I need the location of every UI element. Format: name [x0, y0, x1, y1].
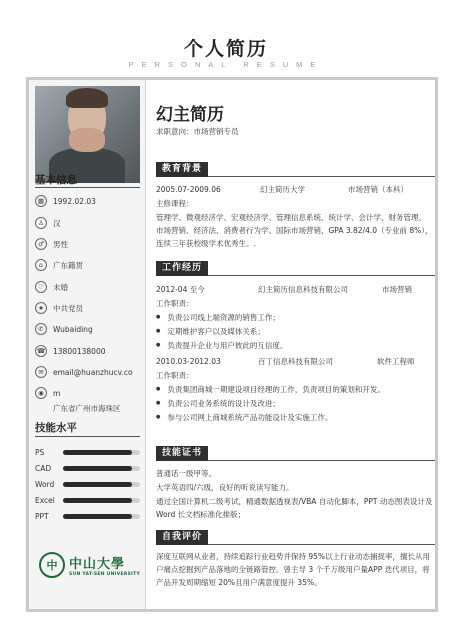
university-logo [39, 548, 143, 582]
info-wechat [35, 321, 93, 337]
duty-item: ● 负责公司业务系统的设计及改进； [156, 397, 280, 410]
skill-name: Excel [35, 495, 55, 505]
skill-bar [63, 450, 140, 455]
skill-row [35, 493, 145, 507]
email-icon: ✉ [35, 366, 47, 378]
skill-fill [63, 466, 132, 471]
info-text: 13800138000 [53, 346, 106, 356]
duty-item: ● 参与公司网上商城系统产品功能设计及实施工作。 [156, 411, 332, 424]
info-gender [35, 236, 68, 252]
job-company: 幻主简历信息科技有限公司 [258, 285, 348, 294]
info-marital [35, 279, 68, 295]
info-text: 汉 [53, 218, 61, 228]
info-location [35, 385, 60, 401]
skill-name: PPT [35, 511, 49, 521]
skill-row [35, 445, 145, 459]
party-icon: ★ [35, 302, 47, 314]
skill-fill [63, 498, 132, 503]
gender-icon: ♂ [35, 238, 47, 250]
duty-item: ● 负责集团商城一期建设项目经理的工作，负责项目的策划和开发。 [156, 383, 385, 396]
location-icon: ◉ [35, 387, 47, 399]
basic-info-title: 基本信息 [35, 174, 77, 186]
divider [35, 436, 140, 437]
skill-row [35, 477, 145, 491]
skill-name: Word [35, 479, 55, 489]
duty-label: 工作职责： [156, 371, 194, 380]
skill-bar [63, 482, 140, 487]
resume-frame [26, 77, 438, 612]
logo-en: SUN YAT-SEN UNIVERSITY [69, 572, 141, 577]
duty-item: ● 定期维护客户以及媒体关系； [156, 325, 265, 338]
skill-fill [63, 482, 132, 487]
page-title: 个人简历 [183, 38, 268, 60]
skill-name: PS [35, 447, 45, 457]
skill-fill [63, 450, 132, 455]
duty-label: 工作职责： [156, 299, 194, 308]
work-header [156, 262, 435, 276]
skill-name: CAD [35, 463, 52, 473]
edu-period: 2005.07-2009.06 [156, 185, 221, 194]
section-tag: 自我评价 [156, 530, 208, 545]
info-email [35, 364, 133, 380]
candidate-name: 幻主简历 [156, 105, 224, 125]
main-content [149, 80, 435, 609]
section-tag: 技能证书 [156, 446, 208, 461]
info-text: 广东籍贯 [53, 260, 83, 270]
self-eval-header [156, 531, 435, 545]
courses-text: 管理学、微观经济学、宏观经济学、管理信息系统、统计学、会计学、财务管理、市场营销、经济法、消费者行为学、国际市场营销，GPA 3.82/4.0（专业前 8%），连续三年获校级学术优秀生。. [156, 213, 433, 248]
info-text: 中共党员 [53, 303, 83, 313]
info-ethnicity [35, 215, 61, 231]
duty-item: ● 负责提升企业与用户彼此的互信度。 [156, 339, 287, 352]
phone-icon: ☎ [35, 345, 47, 357]
logo-cn: 中山大學 [69, 557, 126, 572]
info-text: 未婚 [53, 282, 68, 292]
info-text: Wubaiding [53, 324, 93, 334]
skill-bar [63, 514, 140, 519]
cert-line: 普通话一级甲等。 [156, 469, 216, 478]
edu-major: 市场营销（本科） [348, 185, 408, 194]
info-origin [35, 257, 83, 273]
education-header [156, 163, 435, 177]
skill-fill [63, 514, 132, 519]
job-role: 软件工程师 [377, 357, 415, 366]
info-birthday [35, 193, 96, 209]
info-phone [35, 343, 106, 359]
university-seal-icon: 中 [39, 552, 65, 578]
info-text: m [53, 388, 61, 398]
skill-row [35, 509, 145, 523]
profile-photo [35, 86, 140, 183]
page-subtitle: PERSONAL RESUME [128, 60, 324, 69]
info-text: 男性 [53, 239, 68, 249]
job-intent: 求职意向：市场营销专员 [156, 127, 239, 136]
duty-item: ● 负责公司线上端资源的销售工作； [156, 311, 280, 324]
wechat-icon: ✆ [35, 323, 47, 335]
education-row [156, 183, 433, 196]
heart-icon: ♡ [35, 281, 47, 293]
skill-row [35, 461, 145, 475]
info-party [35, 300, 83, 316]
info-text: 1992.02.03 [53, 196, 96, 206]
cert-line: 大学英语四/六级，良好的听说读写能力。 [156, 483, 294, 492]
section-tag: 工作经历 [156, 261, 208, 276]
section-tag: 教育背景 [156, 162, 208, 177]
home-icon: ⌂ [35, 259, 47, 271]
job-period: 2012-04 至今 [156, 285, 205, 294]
skill-bar [63, 466, 140, 471]
divider [35, 187, 140, 188]
job-role: 市场营销 [382, 285, 412, 294]
sidebar [29, 80, 146, 609]
cert-line: 通过全国计算机二级考试，精通数据透视表/VBA 自动化脚本，PPT 动态图表设计及 Word 长文档标准化排版； [156, 497, 433, 519]
skills-title: 技能水平 [35, 422, 77, 434]
job-row [156, 355, 433, 368]
courses-label: 主修课程： [156, 199, 194, 208]
job-company: 百丁信息科技有限公司 [258, 357, 333, 366]
self-eval-text: 深度互联网从业者，持续追踪行业趋势并保持 95%以上行业动态捕捉率，擅长从用户痛点挖掘到产品落地的全链路管控。曾主导 3 个千万级用户量APP 迭代项目，将产品开发周期缩短 20%且用户满意度提升 35%。 [156, 552, 431, 587]
skill-bar [63, 498, 140, 503]
certs-header [156, 447, 435, 461]
edu-school: 幻主简历大学 [260, 185, 305, 194]
ethnicity-icon: ♙ [35, 217, 47, 229]
address-text: 广东省广州市海珠区 [53, 404, 121, 413]
info-text: email@huanzhucv.co [53, 367, 133, 377]
calendar-icon: ▦ [35, 195, 47, 207]
job-row [156, 283, 433, 296]
job-period: 2010.03-2012.03 [156, 357, 221, 366]
